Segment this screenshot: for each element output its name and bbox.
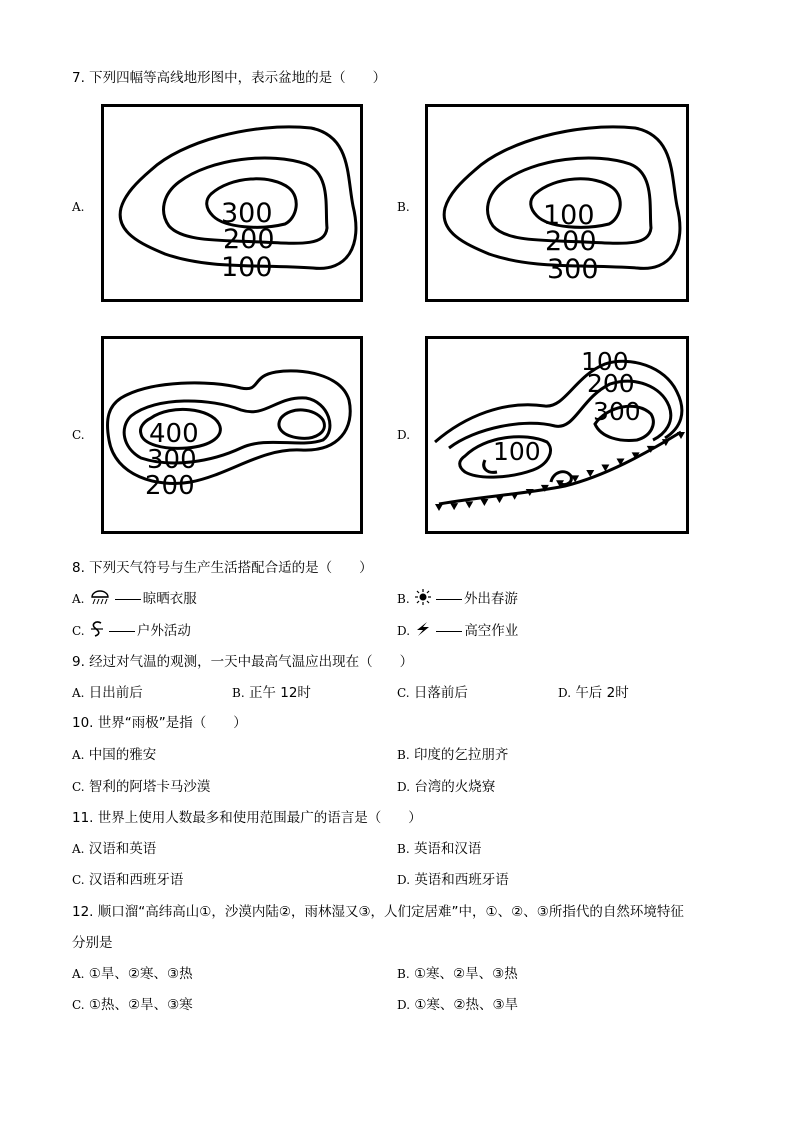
option-letter: D. [397,998,411,1012]
option-8a[interactable] [72,587,197,609]
contour-label: 100 [493,437,541,466]
option-letter: C. [72,998,85,1012]
question-12-stem-cont: 分别是 [72,935,113,951]
dash-line [109,631,135,632]
contour-label: 200 [587,369,635,398]
contour-map-d [425,336,689,534]
map-option-d-letter: D. [397,428,411,442]
contour-map-b [425,104,689,302]
option-letter: B. [232,686,245,700]
map-option-c-letter: C. [72,428,85,442]
option-8b[interactable] [397,587,518,609]
rain-cloud-icon [89,589,111,609]
cliff-hachure [480,499,488,506]
option-text: 汉语和英语 [88,841,157,857]
question-7-stem: 7. 下列四幅等高线地形图中，表示盆地的是（ ） [72,70,387,86]
option-text: 英语和汉语 [413,841,482,857]
option-text: ①热、②旱、③寒 [88,997,193,1013]
option-text: 英语和西班牙语 [414,872,509,888]
contour-label: 300 [147,445,197,475]
dash-line [436,599,462,600]
option-letter: C. [397,686,410,700]
contour-label: 300 [593,397,641,426]
contour-label: 100 [543,200,595,231]
option-letter: D. [397,873,411,887]
option-11c[interactable] [72,868,183,888]
option-letter: A. [72,592,85,606]
option-9a[interactable] [72,681,143,701]
option-10a[interactable] [72,743,156,763]
option-letter: B. [397,592,410,606]
option-letter: B. [397,748,410,762]
option-8d[interactable] [397,619,518,641]
option-12c[interactable] [72,993,193,1013]
contour-label: 100 [221,252,273,283]
option-text: 高空作业 [464,623,519,639]
contour-label: 100 [581,347,629,376]
cliff-hachure [465,501,473,508]
option-11d[interactable] [397,868,509,888]
option-letter: A. [72,842,85,856]
contour-label: 200 [223,224,275,255]
option-text: 午后 2时 [575,685,629,701]
question-8-stem: 8. 下列天气符号与生产生活搭配合适的是（ ） [72,560,373,576]
cliff-hachure [450,503,458,510]
option-text: 外出春游 [463,591,518,607]
option-text: ①寒、②旱、③热 [413,966,518,982]
option-text: 台湾的火烧寮 [414,779,496,795]
option-9c[interactable] [397,681,468,701]
option-10c[interactable] [72,775,210,795]
cliff-hachure [435,504,443,511]
cliff-hachure [677,432,685,439]
option-11b[interactable] [397,837,481,857]
contour-label: 300 [221,198,273,229]
option-text: 中国的雅安 [88,747,157,763]
map-option-a-letter: A. [72,200,85,214]
question-12-stem: 12. 顺口溜“高纬高山①，沙漠内陆②，雨林湿又③，人们定居难”中，①、②、③所指代的自然环境特征 [72,904,684,920]
contour-map-c [101,336,363,534]
cliff-hachure [496,496,504,503]
question-11-stem: 11. 世界上使用人数最多和使用范围最广的语言是（ ） [72,810,422,826]
dash-line [115,599,141,600]
option-12a[interactable] [72,962,193,982]
option-9d[interactable] [558,681,629,701]
option-text: 正午 12时 [248,685,311,701]
option-12b[interactable] [397,962,518,982]
contour-label: 200 [145,471,195,501]
contour-label: 200 [545,226,597,257]
option-letter: B. [397,967,410,981]
option-letter: B. [397,842,410,856]
contour-map-a [101,104,363,302]
sun-icon [414,589,432,609]
question-9-stem: 9. 经过对气温的观测，一天中最高气温应出现在（ ） [72,654,414,670]
contour-label: 300 [547,254,599,285]
lightning-icon [414,621,432,641]
dash-line [436,631,462,632]
question-10-stem: 10. 世界“雨极”是指（ ） [72,715,247,731]
option-10d[interactable] [397,775,495,795]
option-text: 日出前后 [88,685,143,701]
option-letter: A. [72,748,85,762]
option-text: ①寒、②热、③旱 [414,997,519,1013]
option-8c[interactable] [72,619,191,642]
option-text: 智利的阿塔卡马沙漠 [88,779,211,795]
option-letter: A. [72,686,85,700]
option-text: 汉语和西班牙语 [88,872,184,888]
option-letter: A. [72,967,85,981]
typhoon-icon [89,620,105,642]
option-letter: D. [397,624,411,638]
option-12d[interactable] [397,993,518,1013]
option-text: 日落前后 [413,685,468,701]
option-letter: D. [558,686,572,700]
option-letter: C. [72,624,85,638]
cliff-hachure [511,493,519,500]
option-letter: C. [72,873,85,887]
option-10b[interactable] [397,743,508,763]
map-option-b-letter: B. [397,200,410,214]
option-text: 晾晒衣服 [142,591,197,607]
option-letter: D. [397,780,411,794]
option-text: ①旱、②寒、③热 [88,966,193,982]
option-text: 户外活动 [136,623,191,639]
option-9b[interactable] [232,681,311,701]
option-text: 印度的乞拉朋齐 [413,747,509,763]
contour-label: 400 [149,419,199,449]
option-letter: C. [72,780,85,794]
option-11a[interactable] [72,837,156,857]
